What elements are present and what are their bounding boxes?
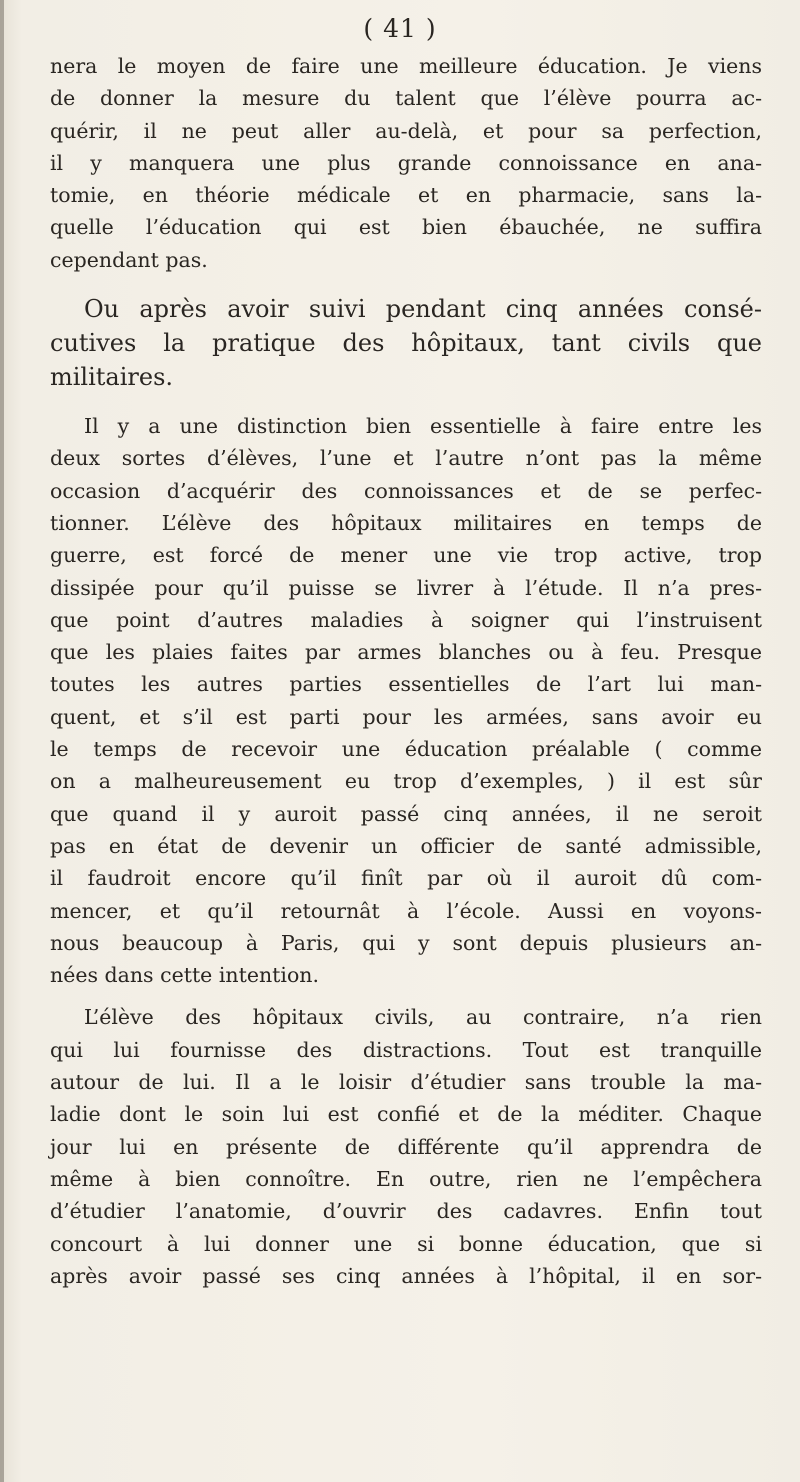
text-line: deux sortes d’élèves, l’une et l’autre n’ont pas la même [50, 446, 762, 471]
text-line: tomie, en théorie médicale et en pharmacie, sans la- [50, 183, 762, 208]
text-line: le temps de recevoir une éducation préalable ( comme [50, 737, 762, 762]
text-line: que point d’autres maladies à soigner qui l’instruisent [50, 607, 762, 632]
paragraph-gap [50, 276, 762, 292]
text-line: militaires. [50, 363, 174, 392]
text-line: que les plaies faites par armes blanches ou à feu. Presque [50, 640, 762, 665]
text-line: dissipée pour qu’il puisse se livrer à l’étude. Il n’a pres- [50, 575, 762, 600]
text-line: qui lui fournisse des distractions. Tout est tranquille [50, 1037, 762, 1062]
text-line: L’élève des hôpitaux civils, au contraire, n’a rien [84, 1005, 762, 1030]
paragraph-1 [50, 50, 762, 276]
page-edge-shadow [0, 0, 4, 1482]
text-line: ladie dont le soin lui est confié et de la méditer. Chaque [50, 1102, 762, 1127]
text-line: autour de lui. Il a le loisir d’étudier sans trouble la ma- [50, 1070, 762, 1095]
text-line: Ou après avoir suivi pendant cinq années consé- [84, 295, 762, 324]
text-line: toutes les autres parties essentielles de l’art lui man- [50, 672, 762, 697]
text-line: que quand il y auroit passé cinq années, il ne seroit [50, 801, 762, 826]
text-line: guerre, est forcé de mener une vie trop active, trop [50, 543, 762, 568]
text-line: nées dans cette intention. [50, 963, 320, 988]
text-line: d’étudier l’anatomie, d’ouvrir des cadavres. Enfin tout [50, 1199, 762, 1224]
paragraph-gap [50, 991, 762, 1001]
text-line: Il y a une distinction bien essentielle à faire entre les [84, 414, 762, 439]
text-line: nous beaucoup à Paris, qui y sont depuis plusieurs an- [50, 930, 762, 955]
text-line: quelle l’éducation qui est bien ébauchée, ne suffira [50, 215, 762, 240]
text-line: occasion d’acquérir des connoissances et de se perfec- [50, 478, 762, 503]
text-line: il y manquera une plus grande connoissance en ana- [50, 150, 762, 175]
text-line: quérir, il ne peut aller au-delà, et pour sa perfection, [50, 118, 762, 143]
text-line: tionner. L’élève des hôpitaux militaires en temps de [50, 510, 762, 535]
paragraph-3 [50, 410, 762, 991]
text-line: quent, et s’il est parti pour les armées, sans avoir eu [50, 704, 762, 729]
paragraph-2 [50, 292, 762, 394]
text-line: concourt à lui donner une si bonne éducation, que si [50, 1231, 762, 1256]
text-line: après avoir passé ses cinq années à l’hôpital, il en sor- [50, 1263, 762, 1288]
text-line: il faudroit encore qu’il finît par où il auroit dû com- [50, 866, 762, 891]
page-text [50, 50, 762, 1292]
text-line: même à bien connoître. En outre, rien ne l’empêchera [50, 1166, 762, 1191]
page-number: ( 41 ) [363, 14, 437, 43]
text-line: cependant pas. [50, 247, 208, 272]
text-line: de donner la mesure du talent que l’élève pourra ac- [50, 86, 762, 111]
text-line: nera le moyen de faire une meilleure éducation. Je viens [50, 54, 762, 78]
text-line: cutives la pratique des hôpitaux, tant civils que [50, 329, 762, 358]
paragraph-gap [50, 394, 762, 410]
text-line: on a malheureusement eu trop d’exemples, ) il est sûr [50, 769, 762, 794]
paragraph-4 [50, 1001, 762, 1292]
text-line: mencer, et qu’il retournât à l’école. Aussi en voyons- [50, 898, 762, 923]
text-line: pas en état de devenir un officier de santé admissible, [50, 833, 762, 858]
text-line: jour lui en présente de différente qu’il apprendra de [50, 1134, 762, 1159]
